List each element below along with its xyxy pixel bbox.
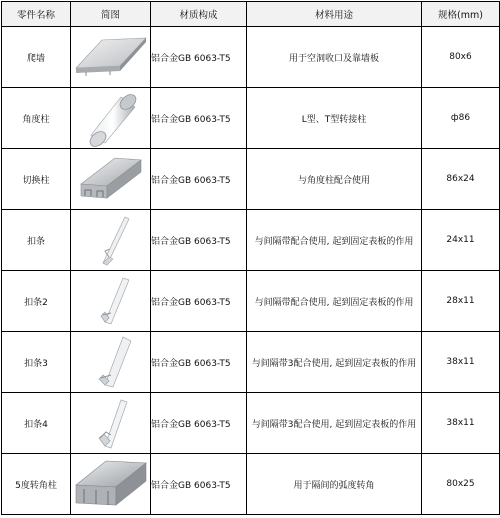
clip-strip-profile-icon [83, 394, 139, 452]
part-spec: 86x24 [422, 149, 500, 210]
table-row [2, 393, 500, 454]
corner-post-profile-icon [72, 455, 150, 513]
clip-strip-profile-icon [83, 211, 139, 269]
part-use: 用于空洞收口及靠墙板 [247, 27, 422, 88]
part-image [71, 332, 151, 393]
clip-strip-profile-icon [83, 333, 139, 391]
part-image [71, 149, 151, 210]
part-material: 铝合金GB 6063-T5 [151, 210, 247, 271]
part-name: 爬墙 [2, 27, 71, 88]
part-use: L型、T型转接柱 [247, 88, 422, 149]
part-name: 切换柱 [2, 149, 71, 210]
part-spec: 28x11 [422, 271, 500, 332]
part-material: 铝合金GB 6063-T5 [151, 149, 247, 210]
part-use: 与间隔带配合使用, 起到固定表板的作用 [247, 210, 422, 271]
part-name: 扣条2 [2, 271, 71, 332]
table-row [2, 454, 500, 515]
part-spec: 80x25 [422, 454, 500, 515]
part-name: 5度转角柱 [2, 454, 71, 515]
part-image [71, 210, 151, 271]
part-material: 铝合金GB 6063-T5 [151, 271, 247, 332]
part-material: 铝合金GB 6063-T5 [151, 393, 247, 454]
part-name: 角度柱 [2, 88, 71, 149]
flat-wall-profile-icon [72, 28, 150, 86]
part-image [71, 88, 151, 149]
part-image [71, 454, 151, 515]
part-material: 铝合金GB 6063-T5 [151, 332, 247, 393]
parts-table [1, 1, 500, 515]
part-spec: 38x11 [422, 393, 500, 454]
header-spec: 规格(mm) [422, 2, 500, 27]
header-row [2, 2, 500, 27]
table-row [2, 332, 500, 393]
table-row [2, 271, 500, 332]
header-part-name: 零件名称 [2, 2, 71, 27]
table-row [2, 88, 500, 149]
part-use: 与间隔带3配合使用, 起到固定表板的作用 [247, 332, 422, 393]
header-material: 材质构成 [151, 2, 247, 27]
channel-profile-icon [75, 150, 147, 208]
part-image [71, 271, 151, 332]
part-spec: 24x11 [422, 210, 500, 271]
clip-strip-profile-icon [83, 272, 139, 330]
part-image [71, 27, 151, 88]
part-use: 与间隔带3配合使用, 起到固定表板的作用 [247, 393, 422, 454]
part-image [71, 393, 151, 454]
round-tube-profile-icon [81, 89, 141, 147]
part-spec: ф86 [422, 88, 500, 149]
part-material: 铝合金GB 6063-T5 [151, 454, 247, 515]
part-use: 用于隔间的弧度转角 [247, 454, 422, 515]
part-spec: 38x11 [422, 332, 500, 393]
part-material: 铝合金GB 6063-T5 [151, 88, 247, 149]
header-image: 简图 [71, 2, 151, 27]
table-row [2, 149, 500, 210]
part-material: 铝合金GB 6063-T5 [151, 27, 247, 88]
table-row [2, 27, 500, 88]
part-name: 扣条4 [2, 393, 71, 454]
part-name: 扣条3 [2, 332, 71, 393]
table-row [2, 210, 500, 271]
part-use: 与角度柱配合使用 [247, 149, 422, 210]
part-name: 扣条 [2, 210, 71, 271]
part-spec: 80x6 [422, 27, 500, 88]
part-use: 与间隔带配合使用, 起到固定表板的作用 [247, 271, 422, 332]
header-use: 材料用途 [247, 2, 422, 27]
